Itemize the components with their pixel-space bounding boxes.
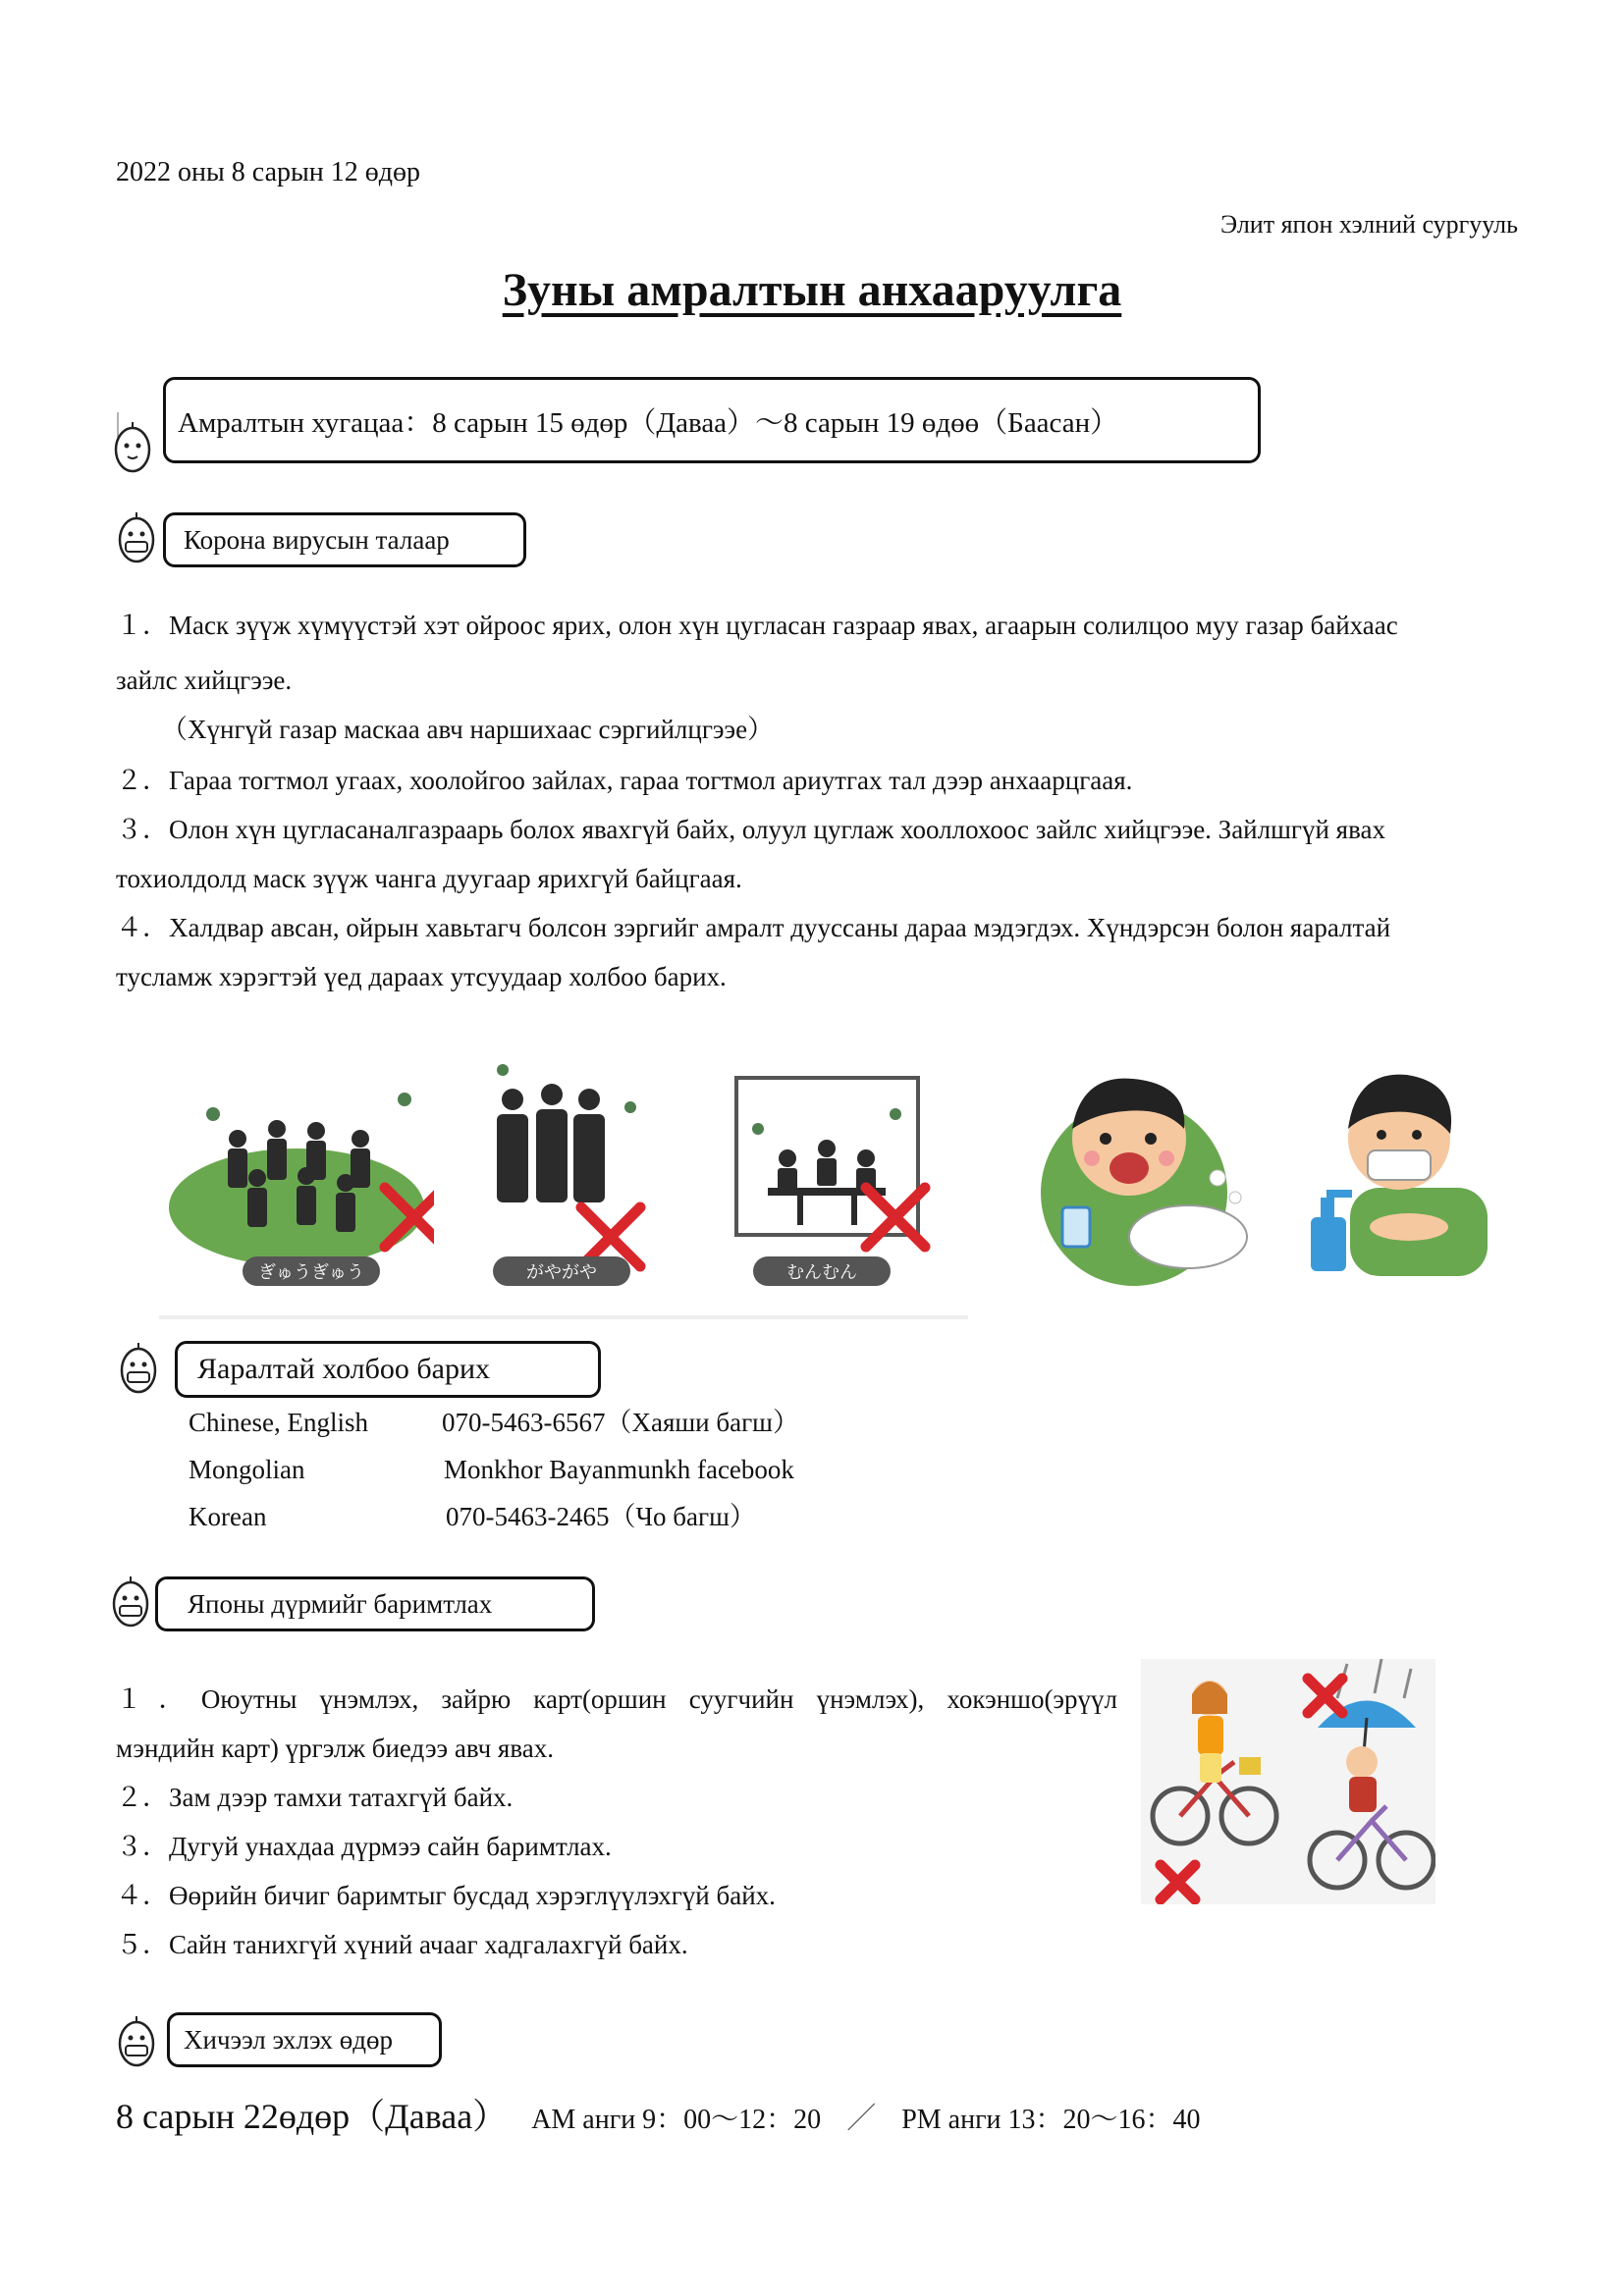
avoid-3c-illustration xyxy=(159,1060,968,1319)
rule-item: ５．Сайн танихгүй хүний ачааг хадгалахгүй байх. xyxy=(116,1930,688,1959)
corona-item: ２．Гараа тогтмол угаах, хоолойгоо зайлах, гараа тогтмол ариутгах тал дээр анхаарцгаая. xyxy=(116,766,1133,795)
rules-heading-box xyxy=(155,1576,595,1631)
rule-item: ３．Дугуй унахдаа дүрмээ сайн баримтлах. xyxy=(116,1832,612,1861)
corona-item: тусламж хэрэгтэй үед дараах утсуудаар холбоо барих. xyxy=(116,962,727,991)
am-class-time: AM анги 9：00～12：20 xyxy=(531,2105,822,2135)
corona-heading-box xyxy=(163,512,526,567)
corona-heading: Корона вирусын талаар xyxy=(184,524,450,555)
contact-value: 070-5463-6567（Хаяши багш） xyxy=(442,1408,799,1437)
corona-item: тохиолдолд маск зүүж чанга дуугаар ярихгүй байцгаая. xyxy=(116,864,742,893)
contact-value: Monkhor Bayanmunkh facebook xyxy=(444,1455,794,1484)
mascot-icon xyxy=(110,412,155,481)
emergency-heading: Яаралтай холбоо барих xyxy=(197,1353,491,1385)
contact-language: Korean xyxy=(189,1502,267,1531)
crowd-icon xyxy=(169,1060,434,1306)
contact-value: 070-5463-2465（Чо багш） xyxy=(446,1502,756,1531)
rule-item: ２．Зам дээр тамхи татахгүй байх. xyxy=(116,1783,514,1812)
gargle-handwash-icon xyxy=(1041,1070,1257,1296)
vacation-period-box xyxy=(163,377,1261,463)
rule-item: ４．Өөрийн бичиг баримтыг бусдад хэрэглүүлэхгүй байх. xyxy=(116,1881,776,1910)
emergency-heading-box xyxy=(175,1341,601,1398)
time-separator: ／ xyxy=(846,2103,877,2135)
school-name: Элит япон хэлний сургууль xyxy=(1220,210,1518,239)
corona-item: зайлс хийцгээе. xyxy=(116,666,293,695)
mask-sanitizer-icon xyxy=(1301,1060,1497,1286)
class-schedule xyxy=(116,2089,1201,2139)
mascot-icon xyxy=(116,1333,161,1402)
corona-item: ４．Халдвар авсан, ойрын хавьтагч болсон зэргийг амралт дууссаны дараа мэдэгдэх. Хүндэрсэн болон яаралтай xyxy=(116,913,1391,942)
corona-item: ３．Олон хүн цугласаналгазраарь болох явахгүй байх, олуул цуглаж хооллохоос зайлс хийцгээе. Зайлшгүй явах xyxy=(116,815,1385,844)
mascot-icon xyxy=(114,2006,159,2075)
classes-heading: Хичээл эхлэх өдөр xyxy=(184,2024,393,2055)
rules-heading: Японы дүрмийг баримтлах xyxy=(188,1588,493,1619)
classes-heading-box xyxy=(167,2012,442,2067)
document-date: 2022 оны 8 сарын 12 өдөр xyxy=(116,157,421,187)
badge-crowded: ぎゅうぎゅう xyxy=(258,1262,364,1283)
vacation-period-text: Амралтын хугацаа：8 сарын 15 өдөр（Даваа）～8 сарын 19 өдөө（Баасан） xyxy=(178,406,1119,439)
noisy-icon xyxy=(483,1060,689,1306)
page-title: Зуны амралтын анхааруулга xyxy=(502,264,1122,316)
corona-item: （Хүнгүй газар маскаа авч наршихаас сэргийлцгээе） xyxy=(161,715,775,744)
badge-stuffy: むんむん xyxy=(786,1262,857,1283)
corona-item: １．Маск зүүж хүмүүстэй хэт ойроос ярих, олон хүн цугласан газраар явах, агаарын солилцоо муу газар байхаас xyxy=(116,611,1398,640)
bicycle-rules-icon xyxy=(1141,1659,1435,1904)
pm-class-time: PM анги 13：20～16：40 xyxy=(901,2105,1201,2135)
contact-language: Mongolian xyxy=(189,1455,305,1484)
mascot-icon xyxy=(108,1567,153,1635)
mascot-icon xyxy=(114,503,159,571)
rule-item: мэндийн карт) үргэлж биедээ авч явах. xyxy=(116,1734,554,1763)
stuffy-room-icon xyxy=(719,1060,954,1306)
contact-language: Chinese, English xyxy=(189,1408,368,1437)
class-start-date: 8 сарын 22өдөр（Даваа） xyxy=(116,2097,509,2136)
badge-noisy: がやがや xyxy=(526,1262,597,1283)
rule-item: １．Оюутны үнэмлэх, зайрю карт(оршин суугчийн үнэмлэх), хокэншо(эрүүл xyxy=(116,1684,1117,1714)
